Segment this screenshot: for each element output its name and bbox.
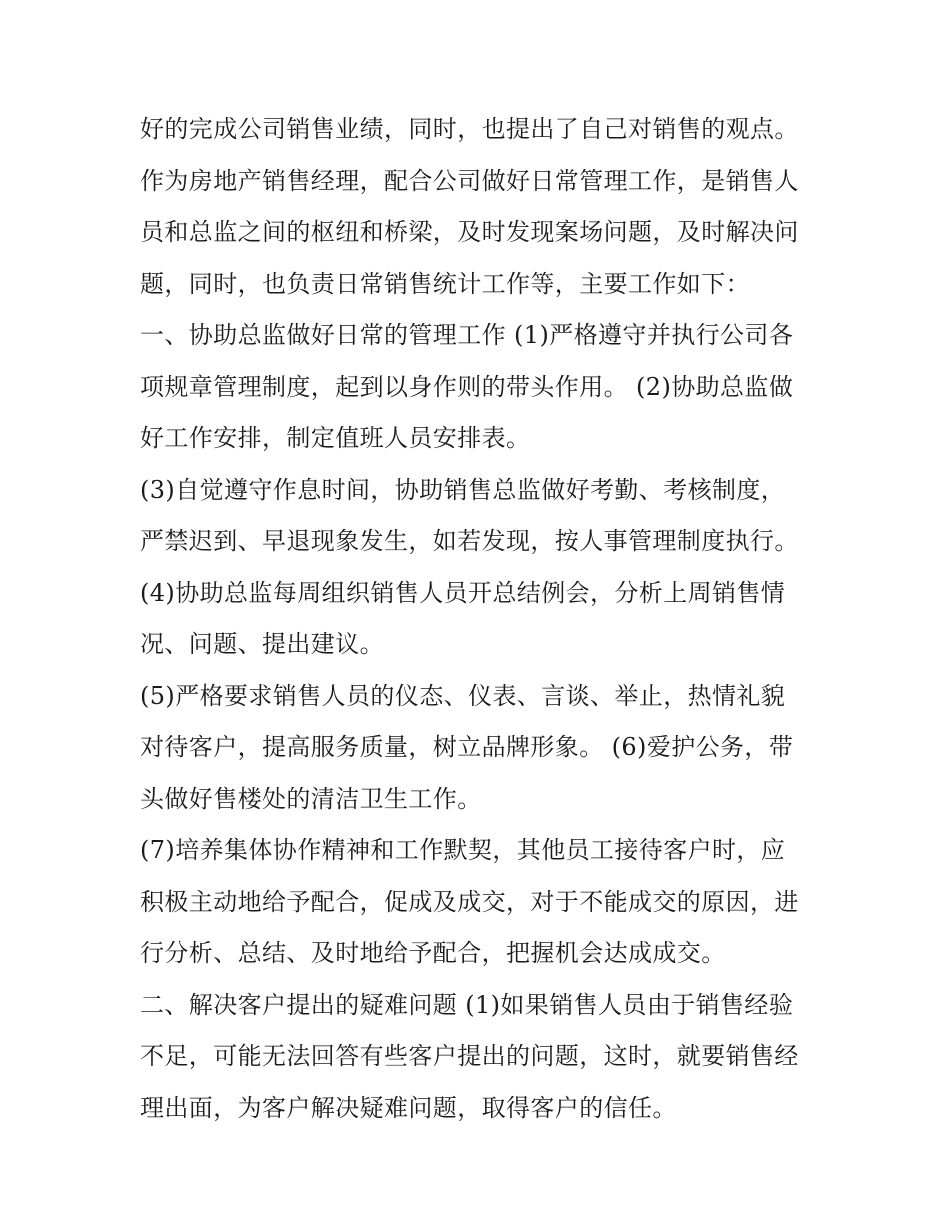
text-line-4: 题，同时，也负责日常销售统计工作等，主要工作如下： (140, 269, 750, 298)
text-line-20: 理出面，为客户解决疑难问题，取得客户的信任。 (140, 1093, 677, 1122)
text-line-3: 员和总监之间的枢纽和桥梁，及时发现案场问题，及时解决问 (140, 218, 799, 246)
text-line-17: 行分析、总结、及时地给予配合，把握机会达成成交。 (140, 939, 726, 967)
text-line-15: (7)培养集体协作精神和工作默契，其他员工接待客户时，应 (140, 836, 786, 864)
text-line-14: 头做好售楼处的清洁卫生工作。 (140, 784, 482, 813)
text-line-12: (5)严格要求销售人员的仪态、仪表、言谈、举止，热情礼貌 (140, 681, 786, 710)
text-line-5: 一、协助总监做好日常的管理工作 (1)严格遵守并执行公司各 (140, 321, 794, 349)
text-line-6: 项规章管理制度，起到以身作则的带头作用。 (2)协助总监做 (140, 372, 794, 401)
text-line-2: 作为房地产销售经理，配合公司做好日常管理工作，是销售人 (140, 166, 799, 195)
text-line-1: 好的完成公司销售业绩，同时，也提出了自己对销售的观点。 (140, 115, 799, 143)
text-line-11: 况、问题、提出建议。 (140, 630, 384, 658)
text-line-10: (4)协助总监每周组织销售人员开总结例会，分析上周销售情 (140, 578, 786, 607)
text-line-19: 不足，可能无法回答有些客户提出的问题，这时，就要销售经 (140, 1042, 799, 1070)
text-line-13: 对待客户，提高服务质量，树立品牌形象。 (6)爱护公务，带 (140, 733, 794, 761)
text-line-18: 二、解决客户提出的疑难问题 (1)如果销售人员由于销售经验 (140, 990, 794, 1019)
text-line-16: 积极主动地给予配合，促成及成交，对于不能成交的原因，进 (140, 887, 799, 916)
text-line-7: 好工作安排，制定值班人员安排表。 (140, 424, 531, 452)
text-line-8: (3)自觉遵守作息时间，协助销售总监做好考勤、考核制度， (140, 475, 786, 504)
text-line-9: 严禁迟到、早退现象发生，如若发现，按人事管理制度执行。 (140, 527, 799, 555)
body-text (140, 104, 840, 1134)
